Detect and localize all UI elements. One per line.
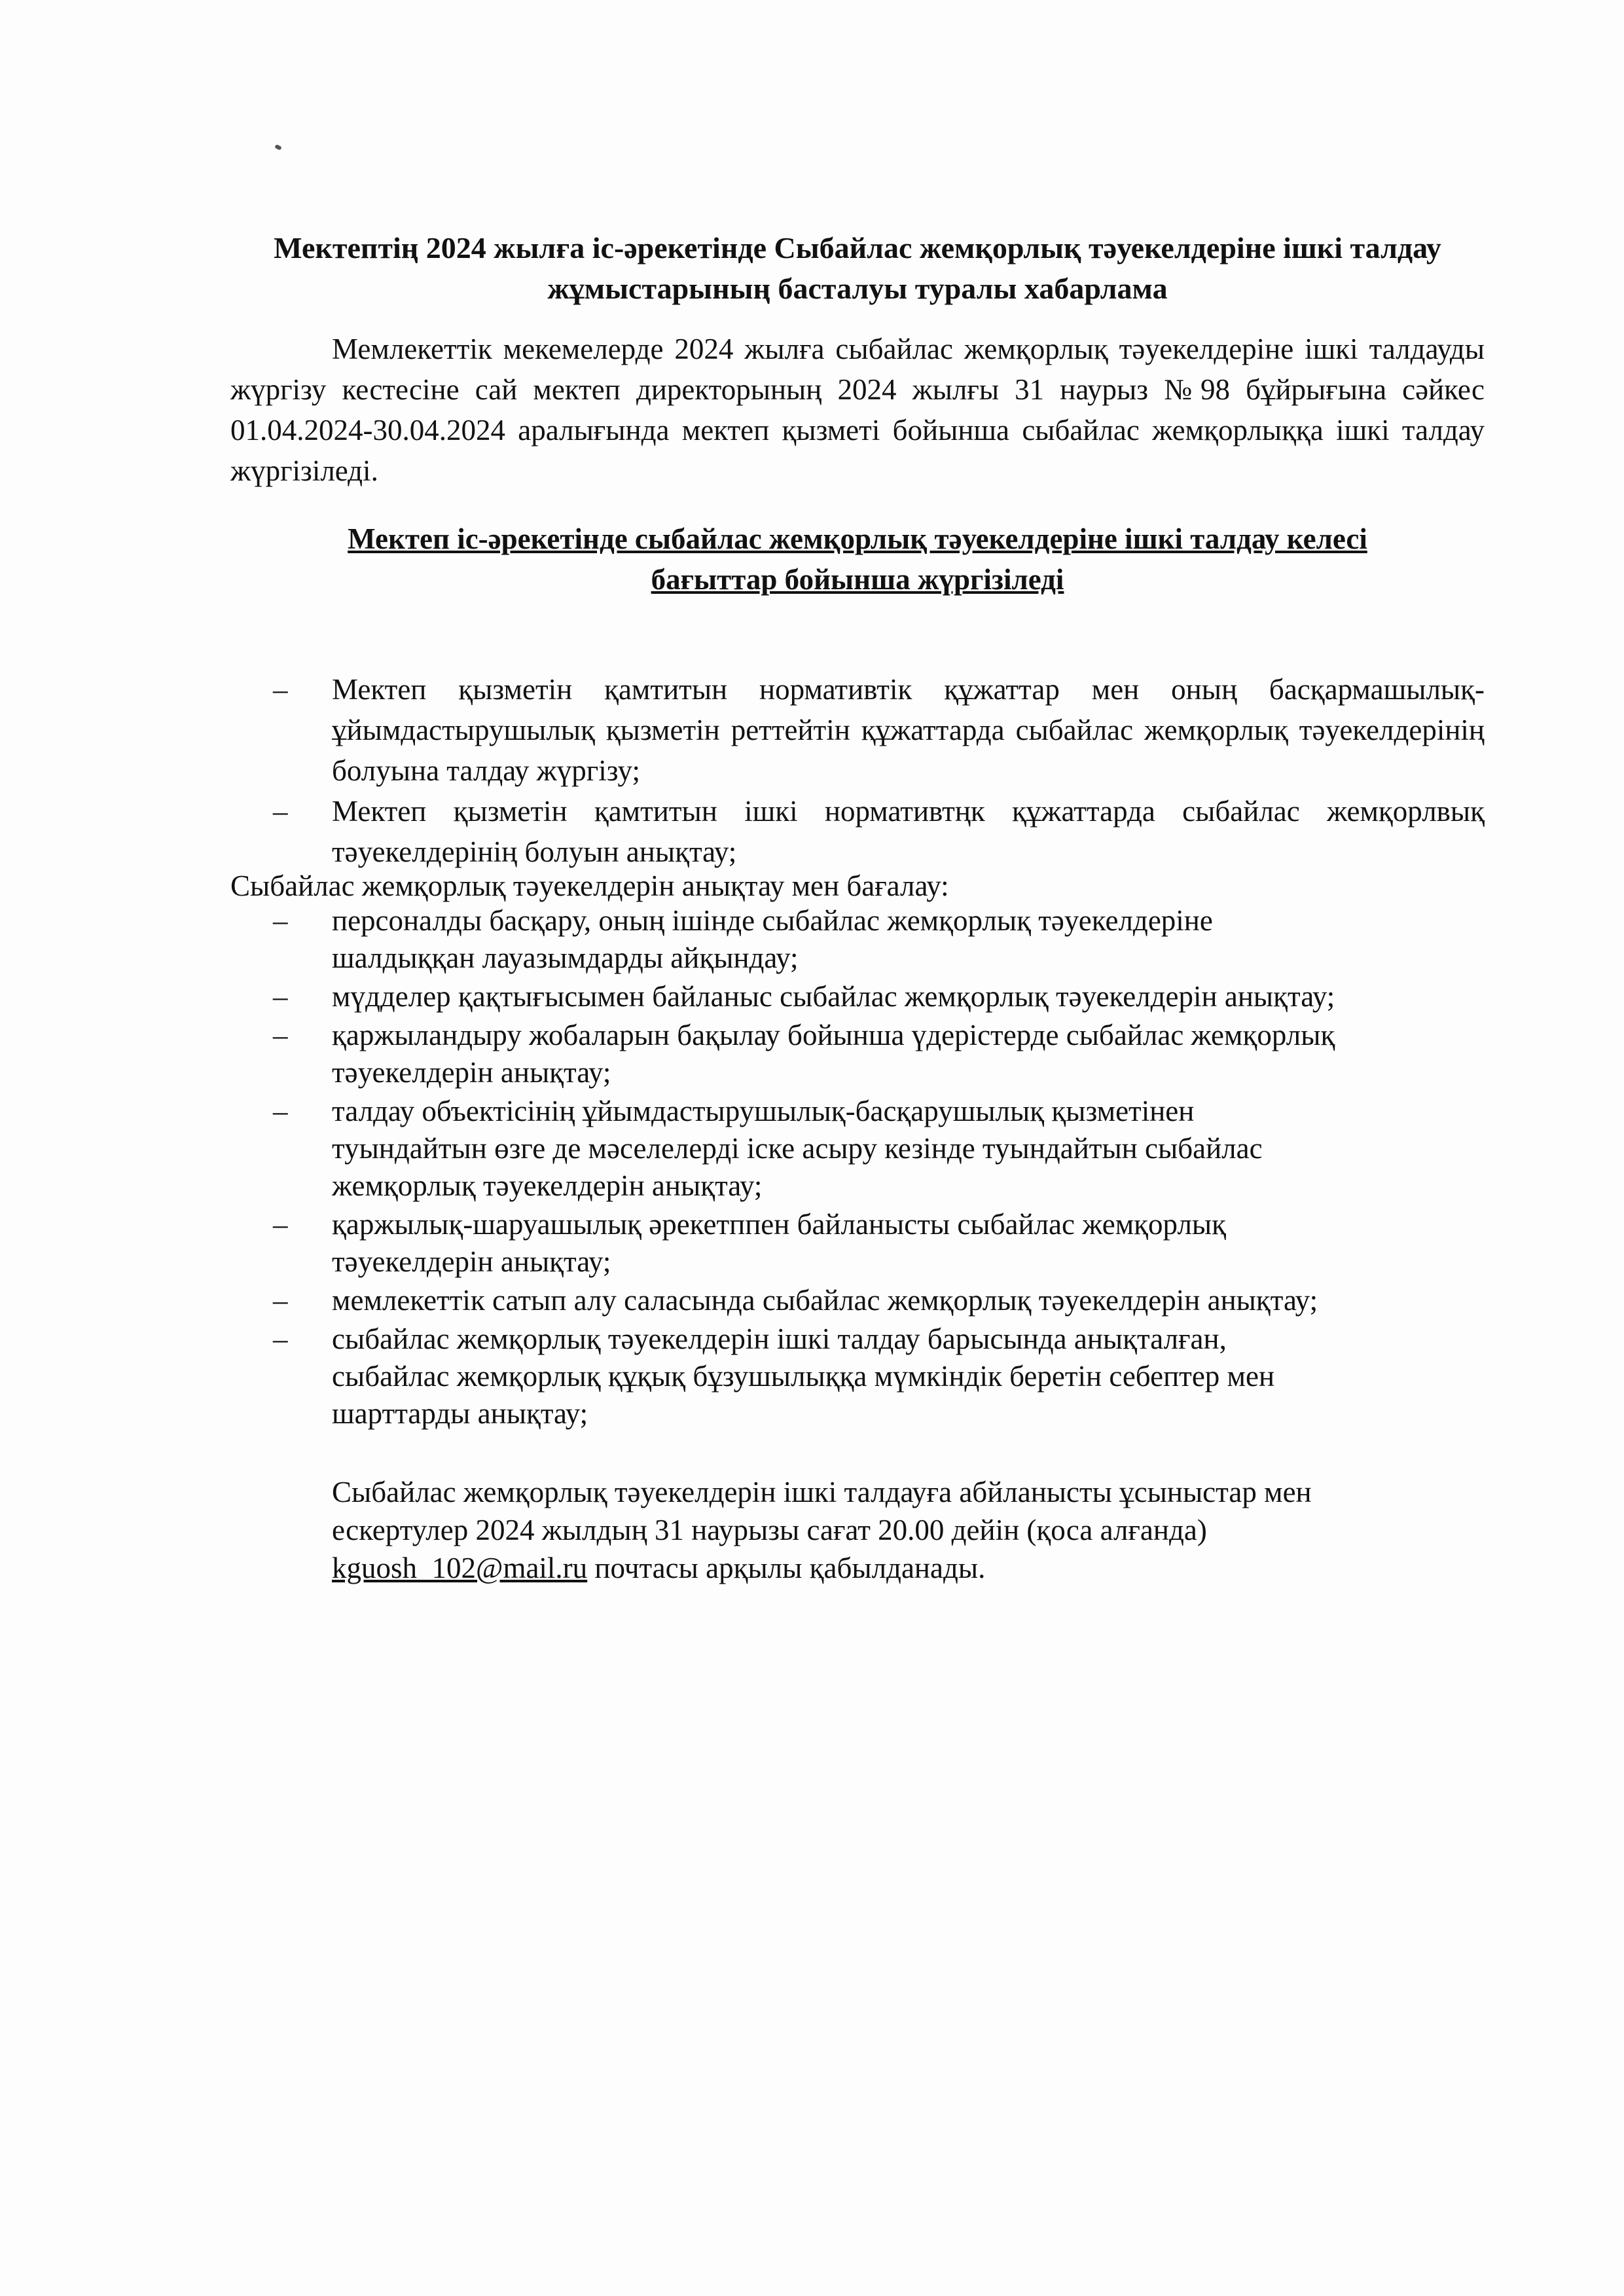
list-item-text: қаржылық-шаруашылық әрекетппен байланысты сыбайлас жемқорлық тәуекелдерін анықтау; <box>332 1208 1226 1278</box>
list-item-text: сыбайлас жемқорлық тәуекелдерін ішкі талдау барысында анықталған, сыбайлас жемқорлық құқық бұзушылыққа мүмкіндік беретін себептер мен шарттарды анықтау; <box>332 1322 1275 1430</box>
scan-speck <box>274 144 282 151</box>
list-item <box>230 902 1485 977</box>
list-item <box>230 1321 1485 1432</box>
list-item <box>230 1206 1485 1281</box>
list-item <box>230 669 1485 791</box>
assessment-label: Сыбайлас жемқорлық тәуекелдерін анықтау мен бағалау: <box>230 869 949 902</box>
directions-list <box>230 669 1485 872</box>
closing-paragraph <box>332 1473 1405 1587</box>
closing-text: Сыбайлас жемқорлық тәуекелдерін ішкі талдауға абйланысты ұсыныстар мен ескертулер 2024 жылдың 31 наурызы сағат 20.00 дейін (қоса алғанда) <box>332 1476 1312 1546</box>
list-item-text: персоналды басқару, оның ішінде сыбайлас жемқорлық тәуекелдеріне шалдыққан лауазымдарды айқындау; <box>332 904 1213 974</box>
list-item-text: талдау объектісінің ұйымдастырушылық-басқарушылық қызметінен туындайтын өзге де мәселелерді іске асыру кезінде туындайтын сыбайлас жемқорлық тәуекелдерін анықтау; <box>332 1095 1263 1202</box>
list-item-text: қаржыландыру жобаларын бақылау бойынша үдерістерде сыбайлас жемқорлық тәуекелдерін анықтау; <box>332 1019 1335 1089</box>
dash-bullet: – <box>273 904 288 937</box>
list-item <box>230 1282 1485 1319</box>
dash-bullet: – <box>273 795 288 828</box>
dash-bullet: – <box>273 1284 288 1317</box>
title-line-2: жұмыстарының басталуы туралы хабарлама <box>547 272 1168 305</box>
subtitle-line-2: бағыттар бойынша жүргізіледі <box>651 563 1064 596</box>
list-item-text: Мектеп қызметін қамтитын ішкі нормативтңк құжаттарда сыбайлас жемқорлвық тәуекелдерінің болуын анықтау; <box>332 795 1485 868</box>
closing-suffix: почтасы арқылы қабылданады. <box>587 1552 986 1584</box>
dash-bullet: – <box>273 1322 288 1355</box>
email-link[interactable]: kguosh_102@mail.ru <box>332 1552 588 1584</box>
list-item <box>230 791 1485 872</box>
dash-bullet: – <box>273 1095 288 1127</box>
directions-heading <box>229 519 1486 600</box>
dash-bullet: – <box>273 1208 288 1241</box>
document-title <box>229 228 1486 309</box>
list-item-text: мүдделер қақтығысымен байланыс сыбайлас жемқорлық тәуекелдерін анықтау; <box>332 980 1335 1013</box>
list-item <box>230 1017 1485 1091</box>
dash-bullet: – <box>273 673 288 706</box>
dash-bullet: – <box>273 1019 288 1051</box>
list-item <box>230 1093 1485 1205</box>
list-item-text: Мектеп қызметін қамтитын нормативтік құжаттар мен оның басқармашылық-ұйымдастырушылық қызметін реттейтін құжаттарда сыбайлас жемқорлық тәуекелдерінің болуына талдау жүргізу; <box>332 673 1485 787</box>
title-line-1: Мектептің 2024 жылға іс-әрекетінде Сыбайлас жемқорлық тәуекелдеріне ішкі талдау <box>274 231 1441 264</box>
assessment-list <box>230 902 1485 1434</box>
list-item-text: мемлекеттік сатып алу саласында сыбайлас жемқорлық тәуекелдерін анықтау; <box>332 1284 1318 1317</box>
intro-paragraph: Мемлекеттік мекемелерде 2024 жылға сыбайлас жемқорлық тәуекелдеріне ішкі талдауды жүргізу кестесіне сай мектеп директорының 2024 жылғы 31 наурыз №98 бұйрығына сәйкес 01.04.2024-30.04.2024 аралығында мектеп қызметі бойынша сыбайлас жемқорлыққа ішкі талдау жүргізіледі. <box>230 333 1485 487</box>
subtitle-line-1: Мектеп іс-әрекетінде сыбайлас жемқорлық тәуекелдеріне ішкі талдау келесі <box>348 522 1367 555</box>
list-item <box>230 978 1485 1015</box>
dash-bullet: – <box>273 980 288 1013</box>
